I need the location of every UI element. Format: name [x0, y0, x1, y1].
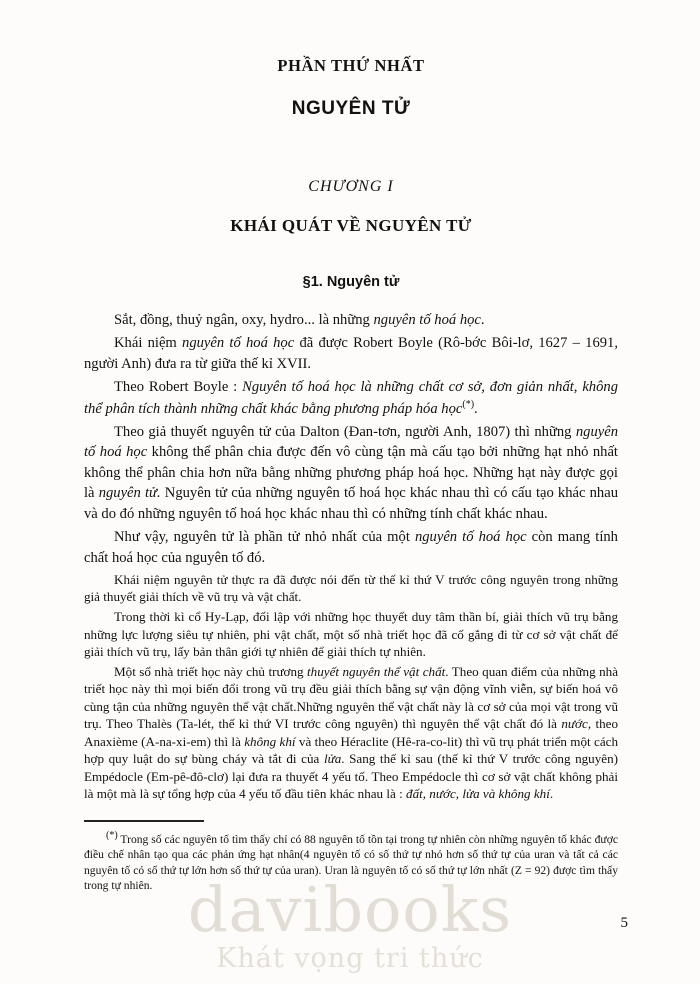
chapter-title: KHÁI QUÁT VỀ NGUYÊN TỬ	[230, 216, 472, 235]
paragraph: Một số nhà triết học này chủ trương thuyết nguyên thể vật chất. Theo quan điểm của những nhà triết học này thì mọi biến đổi trong vũ trụ đều giải thích bằng sự vận động vĩnh viễn, sự biến hoá vô cùng tận của những nguyên thể vật chất.Những nguyên thể vật chất này là cơ sở của mọi vật trong vũ trụ. Theo Thalès (Ta-lét, thế kỉ thứ VI trước công nguyên) thì nguyên thể vật chất đó là nước, theo Anaxième (A-na-xi-em) thì là không khí và theo Héraclite (Hê-ra-co-lit) thì vũ trụ phát triển một cách hợp quy luật do sự bùng cháy và tắt đi của lửa. Sang thế kỉ sau (thế kỉ thứ V trước công nguyên) Empédocle (Em-pê-đô-clơ) lại đưa ra thuyết 4 yếu tố. Theo Empédocle thì cơ sở vật chất không phải là một mà là sự tổng hợp của 4 yếu tố đầu tiên khác nhau là : đất, nước, lửa và không khí.	[84, 663, 619, 802]
footnote-rule	[84, 820, 204, 822]
paragraph: Trong thời kì cổ Hy-Lạp, đối lập với những học thuyết duy tâm thần bí, giải thích vũ trụ bằng những lực lượng siêu tự nhiên, phi vật chất, một số nhà triết học đã cố gắng đi từ cơ sở vật chất để giải thích vũ trụ, lấy bản thân giới tự nhiên để giải thích tự nhiên.	[84, 608, 618, 660]
watermark-sub: Khát vọng tri thức	[216, 943, 484, 974]
section-title: §1. Nguyên tử	[302, 274, 400, 290]
part-subtitle: NGUYÊN TỬ	[291, 98, 411, 119]
page-number: 5	[620, 915, 628, 931]
paragraph: Khái niệm nguyên tử thực ra đã được nói đến từ thế kỉ thứ V trước công nguyên trong những giả thuyết giải thích về vũ trụ và vật chất.	[84, 571, 618, 605]
paragraph: Theo giả thuyết nguyên tử của Dalton (Đan-tơn, người Anh, 1807) thì những nguyên tố hoá học không thể phân chia được đến vô cùng tận mà cấu tạo bởi những hạt nhỏ nhất không thể phân chia hơn nữa bằng những phương pháp hoá học. Những hạt này được gọi là nguyên tử. Nguyên tử của những nguyên tố hoá học khác nhau thì có cấu tạo khác nhau và do đó những nguyên tố hoá học khác nhau thì có những tính chất khác nhau.	[84, 423, 618, 522]
paragraph: Theo Robert Boyle : Nguyên tố hoá học là những chất cơ sở, đơn giản nhất, không thể phân tích thành những chất khác bằng phương pháp hóa học(*).	[84, 379, 618, 417]
paragraph: Sắt, đồng, thuỷ ngân, oxy, hydro... là những nguyên tố hoá học.	[114, 312, 485, 328]
part-title: PHẦN THỨ NHẤT	[277, 56, 425, 75]
watermark-main: davibooks	[187, 873, 513, 946]
page-content	[84, 56, 618, 805]
chapter-label: CHƯƠNG I	[308, 178, 394, 195]
paragraph: Khái niệm nguyên tố hoá học đã được Robert Boyle (Rô-bớc Bôi-lơ, 1627 – 1691, người Anh) đưa ra từ giữa thế kỉ XVII.	[84, 335, 618, 372]
footnote-text: (*) Trong số các nguyên tố tìm thấy chỉ có 88 nguyên tố tồn tại trong tự nhiên còn những nguyên tố khác được điều chế nhân tạo qua các phản ứng hạt nhân(4 nguyên tố có số thứ tự nhỏ hơn số thứ tự của uran và tất cả các nguyên tố có số thứ tự lớn hơn số thứ tự của uran). Uran là nguyên tố có số thứ tự lớn nhất (Z = 92) được tìm thấy trong tự nhiên.	[84, 830, 618, 893]
paragraph: Như vậy, nguyên tử là phần tử nhỏ nhất của một nguyên tố hoá học còn mang tính chất hoá học của nguyên tố đó.	[84, 529, 618, 566]
footnote-block	[84, 820, 618, 893]
